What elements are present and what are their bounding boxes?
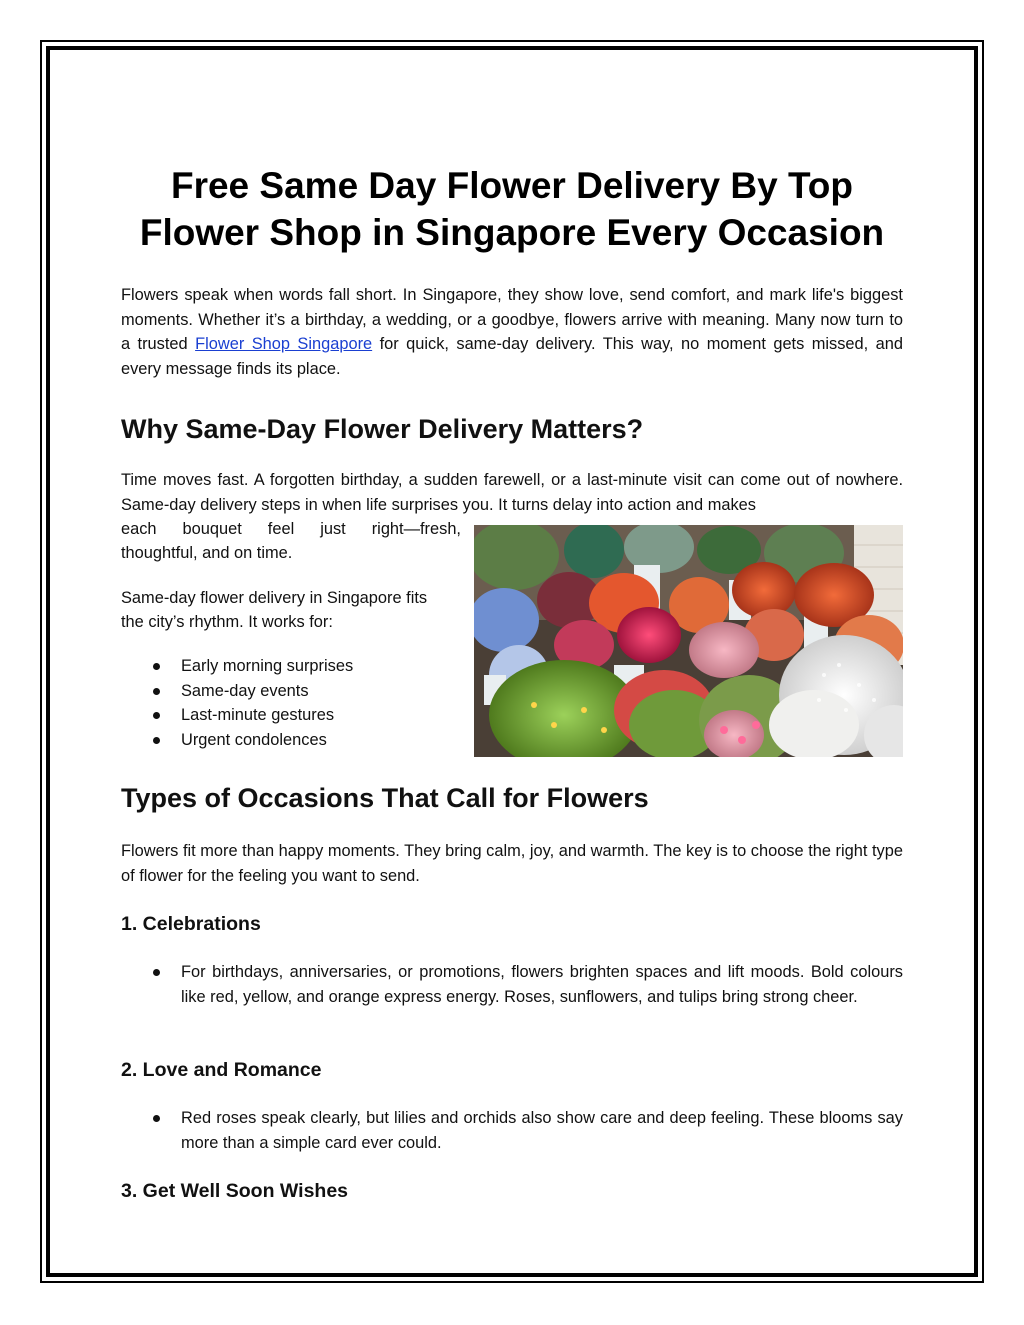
heading-get-well-soon: 3. Get Well Soon Wishes — [121, 1180, 349, 1202]
why-paragraph-1-wrap-1: each bouquet feel just right—fresh, — [121, 520, 461, 538]
list-item-text: Urgent condolences — [181, 730, 327, 749]
celebrations-list — [121, 960, 903, 1009]
heading-why-same-day: Why Same-Day Flower Delivery Matters? — [121, 414, 644, 444]
bullet-icon — [153, 712, 160, 719]
title-line-1: Free Same Day Flower Delivery By Top — [170, 165, 854, 206]
heading-love-and-romance: 2. Love and Romance — [121, 1059, 322, 1081]
love-romance-list — [121, 1106, 903, 1155]
list-item-text: Same-day events — [181, 681, 309, 700]
bullet-icon — [153, 663, 160, 670]
why-paragraph-1: Time moves fast. A forgotten birthday, a sudden farewell, or a last-minute visit can come out of nowhere. Same-day delivery steps in when life surprises you. It turns delay into action and makes — [121, 471, 903, 514]
why-paragraph-1-wrap-2: thoughtful, and on time. — [121, 544, 293, 562]
list-item — [121, 679, 461, 704]
heading-types-of-occasions: Types of Occasions That Call for Flowers — [121, 783, 649, 813]
works-for-list — [121, 654, 461, 752]
list-item-text: Red roses speak clearly, but lilies and orchids also show care and deep feeling. These blooms say more than a simple card ever could. — [181, 1109, 903, 1152]
types-paragraph: Flowers fit more than happy moments. They bring calm, joy, and warmth. The key is to choose the right type of flower for the feeling you want to send. — [121, 842, 903, 885]
intro-text-after-link: for quick, same-day delivery. This way, no moment gets missed, and every message finds its place. — [121, 335, 903, 378]
intro-paragraph — [121, 283, 903, 381]
bullet-icon — [153, 1115, 160, 1122]
intro-text-before-link: Flowers speak when words fall short. In Singapore, they show love, send comfort, and mark life's biggest moments. Whether it’s a birthday, a wedding, or a goodbye, flowers arrive with meaning. Many now turn to a trusted — [121, 286, 903, 353]
bullet-icon — [153, 688, 160, 695]
list-item — [121, 654, 461, 679]
list-item — [121, 728, 461, 753]
list-item-text: Last-minute gestures — [181, 706, 335, 724]
title-line-2: Flower Shop in Singapore Every Occasion — [139, 212, 885, 253]
heading-celebrations: 1. Celebrations — [121, 913, 261, 935]
list-item — [121, 1106, 903, 1155]
why-paragraph-2-line-1: Same-day flower delivery in Singapore fits — [121, 589, 428, 607]
flower-shop-singapore-link[interactable]: Flower Shop Singapore — [195, 335, 373, 353]
flower-shop-photo — [474, 525, 903, 757]
page-title — [121, 162, 903, 256]
bullet-icon — [153, 737, 160, 744]
list-item — [121, 703, 461, 728]
list-item-text: For birthdays, anniversaries, or promotions, flowers brighten spaces and lift moods. Bold colours like red, yellow, and orange express energy. Roses, sunflowers, and tulips bring strong cheer. — [181, 963, 903, 1006]
list-item — [121, 960, 903, 1009]
list-item-text: Early morning surprises — [181, 657, 354, 675]
bullet-icon — [153, 969, 160, 976]
why-paragraph-2-line-2: the city’s rhythm. It works for: — [121, 613, 333, 631]
